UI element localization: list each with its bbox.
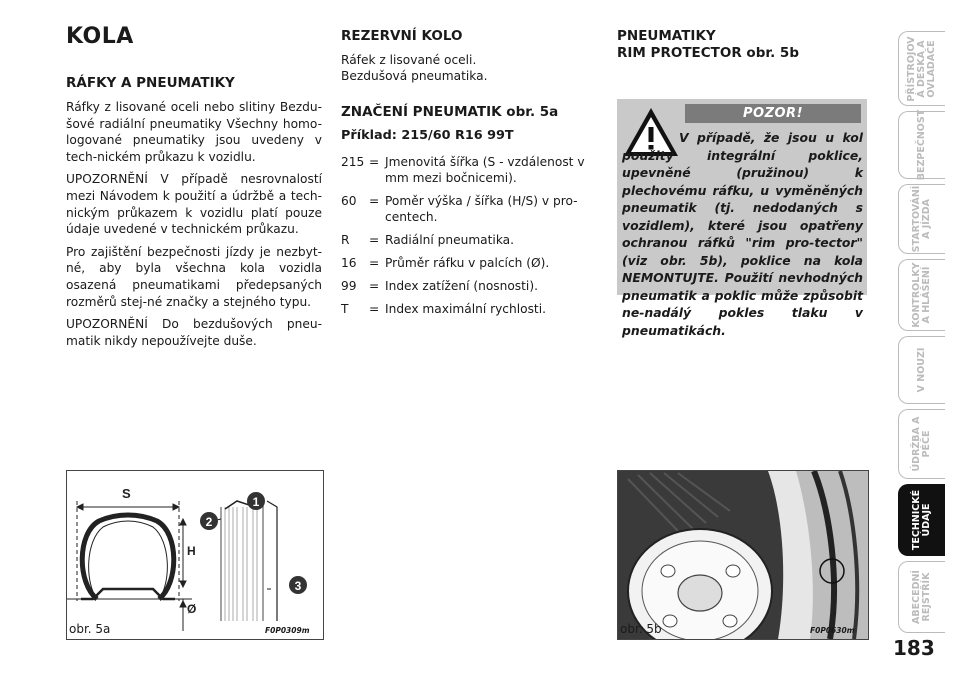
callout-1 bbox=[247, 492, 265, 510]
page-number: 183 bbox=[893, 636, 935, 660]
paragraph: Ráfky z lisované oceli nebo slitiny Bezdu-šové radiální pneumatiky Všechny homo-logované pneumatiky jsou uvedeny v tech-nickém průkazu k vozidlu. bbox=[66, 100, 322, 164]
figure-caption: obr. 5a bbox=[69, 622, 111, 636]
definition-row bbox=[341, 193, 595, 225]
tab-maintenance[interactable] bbox=[898, 409, 945, 479]
definition-value: Jmenovitá šířka (S - vzdálenost v mm mezi bočnicemi). bbox=[385, 155, 585, 185]
marking-example: Příklad: 215/60 R16 99T bbox=[341, 128, 514, 143]
definition-row bbox=[341, 154, 595, 186]
figure-code: F0P0630m bbox=[810, 626, 855, 635]
spare-line: Bezdušová pneumatika. bbox=[341, 69, 488, 83]
definition-equals: = bbox=[369, 256, 380, 270]
figure-code: F0P0309m bbox=[265, 626, 310, 635]
warning-label: POZOR! bbox=[685, 104, 861, 123]
spare-line: Ráfek z lisované oceli. bbox=[341, 53, 477, 67]
tab-label: BEZPEČNOST bbox=[916, 109, 927, 181]
warning-box bbox=[617, 99, 867, 338]
rim-protector-illustration bbox=[618, 471, 868, 639]
tab-label: ABECEDNÍ REJSTŘÍK bbox=[911, 570, 932, 624]
tab-starting-driving[interactable] bbox=[898, 184, 945, 254]
callout-2-label: 2 bbox=[205, 515, 213, 529]
section-title-rim-protector bbox=[617, 28, 799, 62]
definition-equals: = bbox=[369, 194, 380, 208]
definition-row bbox=[341, 255, 595, 271]
tab-label: TECHNICKÉ ÚDAJE bbox=[911, 489, 932, 551]
tab-index[interactable] bbox=[898, 561, 945, 633]
definition-value: Radiální pneumatika. bbox=[385, 233, 515, 247]
tab-label: STARTOVÁNÍ A JÍZDA bbox=[911, 185, 932, 253]
tab-warning-lights[interactable] bbox=[898, 259, 945, 331]
tab-emergency[interactable] bbox=[898, 336, 945, 404]
tab-instrument-panel[interactable] bbox=[898, 31, 945, 106]
figure-caption: obr. 5b bbox=[620, 622, 662, 636]
paragraph: UPOZORNĚNÍ V případě nesrovnalostí mezi Návodem k použití a údržbě a tech-nickým průkazem k vozidlu platí pouze údaje uvedené v technickém průkazu. bbox=[66, 172, 322, 237]
tab-label: V NOUZI bbox=[916, 347, 927, 393]
definition-equals: = bbox=[369, 302, 380, 316]
definition-key: R bbox=[341, 233, 350, 247]
section-title-spare: REZERVNÍ KOLO bbox=[341, 28, 463, 44]
callout-1-label: 1 bbox=[252, 495, 260, 509]
section-title-rims: RÁFKY A PNEUMATIKY bbox=[66, 75, 235, 91]
figure-5a bbox=[66, 470, 324, 640]
title-line: RIM PROTECTOR obr. 5b bbox=[617, 45, 799, 61]
definition-key: 99 bbox=[341, 279, 357, 293]
definition-value: Poměr výška / šířka (H/S) v pro-centech. bbox=[385, 194, 578, 224]
dimension-label-h: H bbox=[187, 544, 196, 558]
definition-equals: = bbox=[369, 233, 380, 247]
definition-key: 16 bbox=[341, 256, 357, 270]
dimension-label-s: S bbox=[122, 486, 131, 501]
definition-equals: = bbox=[369, 155, 380, 169]
tab-label: ÚDRŽBA A PÉČE bbox=[911, 416, 932, 472]
spare-text bbox=[341, 52, 595, 84]
page-title: KOLA bbox=[66, 24, 134, 49]
definition-key: T bbox=[341, 302, 349, 316]
figure-5b bbox=[617, 470, 869, 640]
definition-row bbox=[341, 301, 595, 317]
definition-key: 215 bbox=[341, 155, 365, 169]
tab-label: PŘÍSTROJOV Á DESKA A OVLADAČE bbox=[906, 35, 937, 102]
definition-equals: = bbox=[369, 279, 380, 293]
definition-row bbox=[341, 232, 595, 248]
definition-key: 60 bbox=[341, 194, 357, 208]
definition-row bbox=[341, 278, 595, 294]
callout-2 bbox=[200, 512, 218, 530]
callout-3 bbox=[289, 576, 307, 594]
definition-value: Průměr ráfku v palcích (Ø). bbox=[385, 256, 550, 270]
dimension-label-diameter: Ø bbox=[187, 602, 197, 616]
definition-value: Index maximální rychlosti. bbox=[385, 302, 546, 316]
definition-list bbox=[341, 154, 595, 324]
tire-section-diagram bbox=[67, 471, 323, 639]
tab-technical-data[interactable] bbox=[898, 484, 945, 556]
definition-value: Index zatížení (nosnosti). bbox=[385, 279, 538, 293]
section-title-marking: ZNAČENÍ PNEUMATIK obr. 5a bbox=[341, 104, 559, 120]
title-line: PNEUMATIKY bbox=[617, 28, 716, 44]
paragraph: UPOZORNĚNÍ Do bezdušových pneu-matik nikdy nepoužívejte duše. bbox=[66, 317, 322, 348]
rims-body bbox=[66, 99, 322, 355]
paragraph: Pro zajištění bezpečnosti jízdy je nezbyt-né, aby byla všechna kola vozidla osazená pneumatikami předepsaných rozměrů stej-né značky a stejného typu. bbox=[66, 244, 322, 309]
tab-safety[interactable] bbox=[898, 111, 945, 179]
callout-3-label: 3 bbox=[294, 579, 302, 593]
tab-label: KONTROLKY A HLÁŠENÍ bbox=[911, 262, 932, 328]
warning-text: V případě, že jsou u kol použity integrální poklice, upevněné (pružinou) k plechovému ráfku, u vyměněných pneumatik (tj. nedodaných s vozidlem), které jsou opatřeny ochranou ráfků "rim pro-tector" (viz obr. 5b), poklice na kola NEMONTUJTE. Použití nevhodných pneumatik a poklic může způsobit ne-nadálý pokles tlaku v pneumatikách. bbox=[622, 130, 863, 338]
